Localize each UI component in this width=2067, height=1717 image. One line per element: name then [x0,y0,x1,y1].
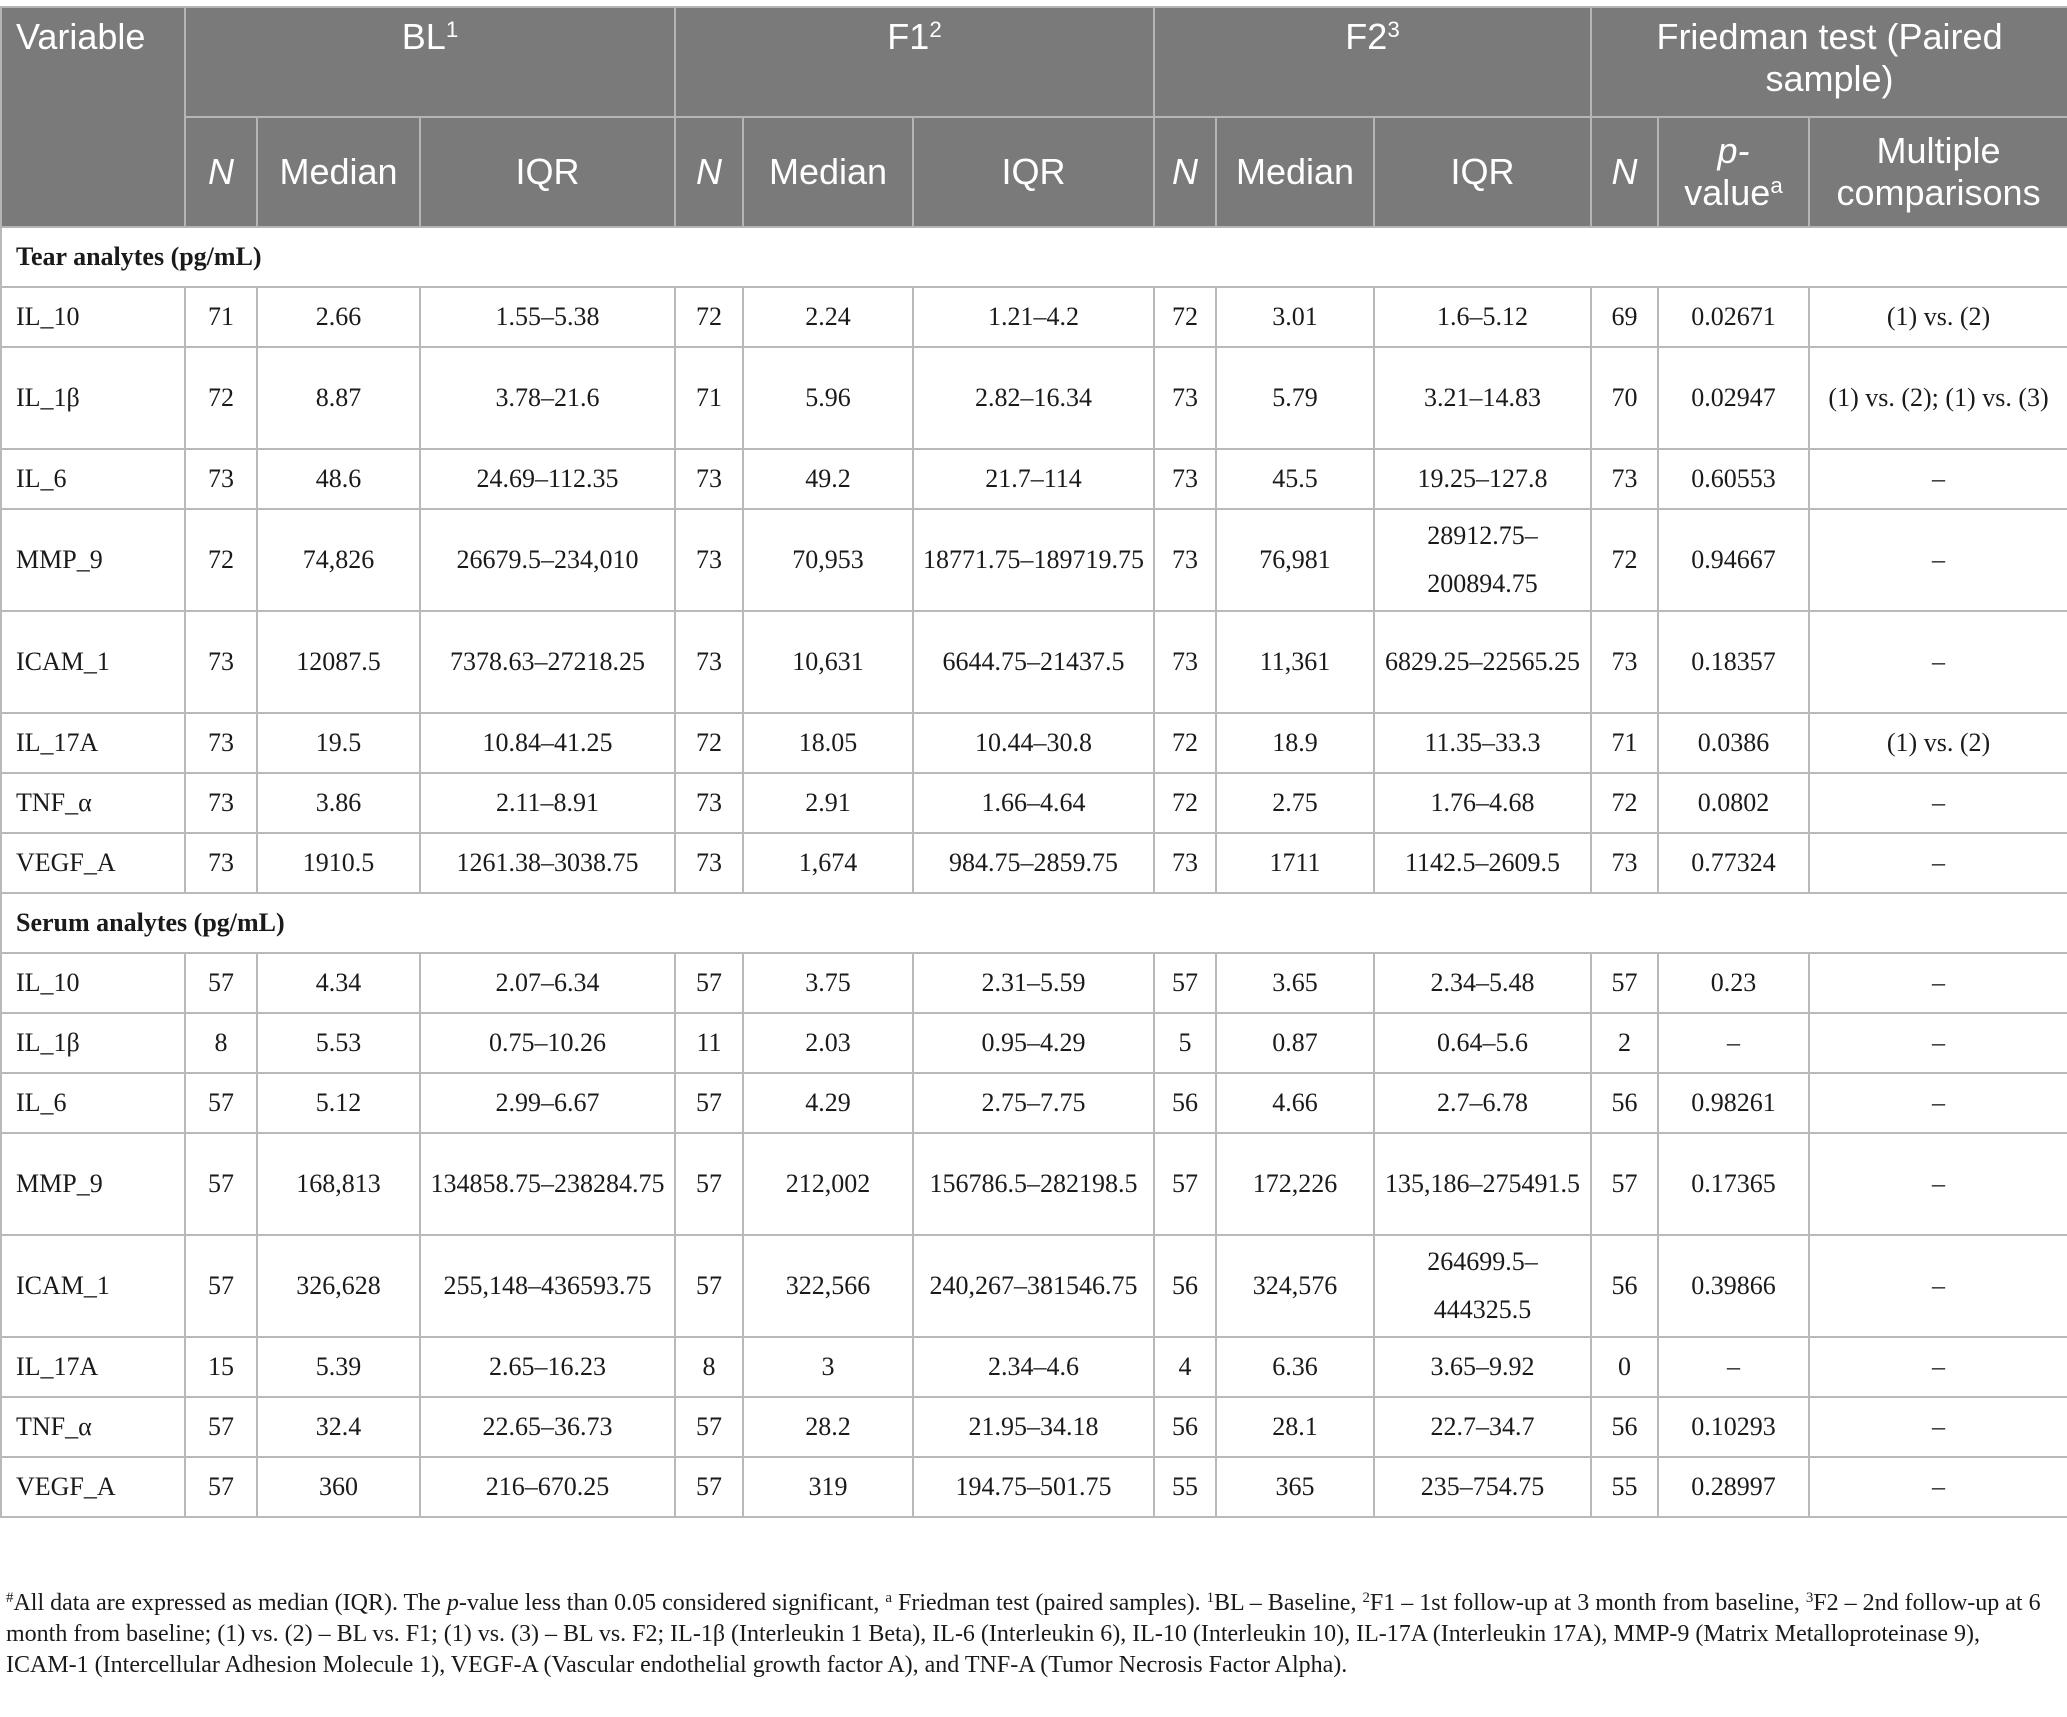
table-cell: 26679.5–234,010 [420,509,675,611]
table-cell: 5 [1154,1013,1216,1073]
table-cell: 194.75–501.75 [913,1457,1154,1517]
table-cell: 73 [185,449,257,509]
table-cell: 73 [1154,611,1216,713]
row-variable: IL_10 [1,953,185,1013]
table-cell: 0.87 [1216,1013,1374,1073]
table-cell: 57 [675,953,743,1013]
footnote-a: a [885,1589,893,1606]
row-variable: MMP_9 [1,1133,185,1235]
table-cell: 0.0802 [1658,773,1809,833]
table-row [1,449,2067,509]
table-cell: 6829.25–22565.25 [1374,611,1591,713]
table-row [1,773,2067,833]
table-cell: 8 [675,1337,743,1397]
table-cell: 0.64–5.6 [1374,1013,1591,1073]
data-table [0,6,2067,1518]
table-cell: 0.39866 [1658,1235,1809,1337]
table-cell: 0.18357 [1658,611,1809,713]
table-cell: 49.2 [743,449,913,509]
table-cell: 2.11–8.91 [420,773,675,833]
table-cell: 5.53 [257,1013,420,1073]
table-cell: 2.99–6.67 [420,1073,675,1133]
header-median: Median [257,117,420,227]
table-cell: 57 [1154,1133,1216,1235]
table-cell: 57 [675,1457,743,1517]
table-cell: 0.28997 [1658,1457,1809,1517]
table-row [1,1337,2067,1397]
table-cell: 0.02947 [1658,347,1809,449]
row-variable: IL_1β [1,347,185,449]
table-cell: 73 [675,833,743,893]
table-cell: 18.9 [1216,713,1374,773]
table-cell: 57 [675,1133,743,1235]
table-cell: 57 [1591,953,1658,1013]
table-cell: 216–670.25 [420,1457,675,1517]
table-cell: 56 [1591,1073,1658,1133]
table-cell: 2.24 [743,287,913,347]
table-cell: 10.84–41.25 [420,713,675,773]
table-row [1,833,2067,893]
table-cell: 1711 [1216,833,1374,893]
table-cell: 3.01 [1216,287,1374,347]
table-cell: 168,813 [257,1133,420,1235]
row-variable: IL_17A [1,1337,185,1397]
header-iqr: IQR [913,117,1154,227]
table-row [1,287,2067,347]
table-cell: 28.2 [743,1397,913,1457]
header-n: N [1154,117,1216,227]
table-cell: 73 [675,449,743,509]
table-cell: 57 [1154,953,1216,1013]
table-cell: 11 [675,1013,743,1073]
table-cell: 135,186–275491.5 [1374,1133,1591,1235]
table-cell: 156786.5–282198.5 [913,1133,1154,1235]
table-cell: 0.23 [1658,953,1809,1013]
table-cell: 48.6 [257,449,420,509]
footnote-text: -value less than 0.05 considered significant, [458,1590,886,1616]
table-cell: – [1809,1337,2067,1397]
table-cell: 72 [1154,287,1216,347]
table-cell: 0.77324 [1658,833,1809,893]
table-cell: 57 [675,1397,743,1457]
table-cell: 73 [1591,449,1658,509]
table-cell: 72 [1154,713,1216,773]
row-variable: VEGF_A [1,833,185,893]
table-cell: 70,953 [743,509,913,611]
table-cell: 11.35–33.3 [1374,713,1591,773]
table-row [1,953,2067,1013]
table-cell: 4 [1154,1337,1216,1397]
table-cell: 18771.75–189719.75 [913,509,1154,611]
table-cell: 12087.5 [257,611,420,713]
header-median: Median [743,117,913,227]
header-group-friedman: Friedman test (Paired sample) [1591,7,2067,117]
table-cell: 18.05 [743,713,913,773]
header-iqr: IQR [420,117,675,227]
footnote-p: p [446,1590,459,1616]
table-cell: 2 [1591,1013,1658,1073]
table-cell: 72 [675,287,743,347]
footnote-mark: # [6,1589,14,1606]
p-value-sup: a [1770,172,1783,198]
table-cell: 5.79 [1216,347,1374,449]
table-row [1,1457,2067,1517]
table-cell: 57 [675,1235,743,1337]
table-cell: 72 [675,713,743,773]
header-iqr: IQR [1374,117,1591,227]
table-cell: 360 [257,1457,420,1517]
table-cell: 76,981 [1216,509,1374,611]
table-cell: – [1809,773,2067,833]
table-cell: 322,566 [743,1235,913,1337]
table-cell: 235–754.75 [1374,1457,1591,1517]
group-label: F2 [1345,16,1388,57]
table-cell: 32.4 [257,1397,420,1457]
row-variable: IL_6 [1,449,185,509]
table-cell: 2.91 [743,773,913,833]
table-cell: 21.7–114 [913,449,1154,509]
table-cell: 1.21–4.2 [913,287,1154,347]
table-cell: 5.39 [257,1337,420,1397]
table-cell: 2.31–5.59 [913,953,1154,1013]
footnote-sup: 3 [1805,1589,1814,1606]
table-cell: 73 [1154,509,1216,611]
table-cell: 0.98261 [1658,1073,1809,1133]
table-header [1,7,2067,227]
table-cell: 71 [1591,713,1658,773]
table-cell: 57 [185,953,257,1013]
table-cell: 57 [185,1397,257,1457]
table-cell: 0.60553 [1658,449,1809,509]
table-cell: 365 [1216,1457,1374,1517]
table-row [1,1133,2067,1235]
table-cell: – [1809,1073,2067,1133]
table-cell: 8 [185,1013,257,1073]
table-cell: 57 [185,1133,257,1235]
group-label: BL [401,16,446,57]
table-cell: 255,148–436593.75 [420,1235,675,1337]
footnote-sup: 1 [1206,1589,1215,1606]
table-cell: 3.65–9.92 [1374,1337,1591,1397]
group-label: F1 [887,16,930,57]
table-cell: 73 [1591,611,1658,713]
table-cell: 73 [1154,347,1216,449]
table-cell: 3.75 [743,953,913,1013]
table-cell: 134858.75–238284.75 [420,1133,675,1235]
table-cell: 984.75–2859.75 [913,833,1154,893]
table-cell: 0.17365 [1658,1133,1809,1235]
table-cell: 4.66 [1216,1073,1374,1133]
section-title: Tear analytes (pg/mL) [1,227,2067,287]
table-cell: 172,226 [1216,1133,1374,1235]
table-cell: 2.34–5.48 [1374,953,1591,1013]
table-cell: 10,631 [743,611,913,713]
table-row [1,713,2067,773]
table-cell: 72 [185,347,257,449]
table-row [1,1013,2067,1073]
table-cell: 2.75–7.75 [913,1073,1154,1133]
table-cell: 45.5 [1216,449,1374,509]
table-cell: 240,267–381546.75 [913,1235,1154,1337]
header-group-f1 [675,7,1154,117]
table-cell: 72 [185,509,257,611]
table-cell: 3.86 [257,773,420,833]
row-variable: IL_10 [1,287,185,347]
table-cell: 2.75 [1216,773,1374,833]
table-cell: – [1809,1133,2067,1235]
footnote-text: All data are expressed as median (IQR). The [13,1590,447,1616]
table-cell: 4.34 [257,953,420,1013]
table-cell: – [1809,833,2067,893]
table-cell: – [1809,449,2067,509]
table-cell: – [1658,1013,1809,1073]
table-cell: 1142.5–2609.5 [1374,833,1591,893]
table-cell: 0 [1591,1337,1658,1397]
group-sup: 2 [929,16,942,42]
table-cell: 1.76–4.68 [1374,773,1591,833]
header-group-bl [185,7,675,117]
table-cell: 72 [1591,773,1658,833]
table-cell: 1.55–5.38 [420,287,675,347]
table-cell: 56 [1154,1073,1216,1133]
header-median: Median [1216,117,1374,227]
table-cell: 11,361 [1216,611,1374,713]
table-cell: 28.1 [1216,1397,1374,1457]
table-cell: 4.29 [743,1073,913,1133]
header-variable: Variable [1,7,185,227]
p-value-tail: value [1684,172,1771,213]
table-cell: 3.65 [1216,953,1374,1013]
row-variable: MMP_9 [1,509,185,611]
table-cell: 2.03 [743,1013,913,1073]
table-cell: 5.96 [743,347,913,449]
table-cell: 2.7–6.78 [1374,1073,1591,1133]
table-cell: 324,576 [1216,1235,1374,1337]
table-cell: 1,674 [743,833,913,893]
table-cell: – [1809,1235,2067,1337]
row-variable: VEGF_A [1,1457,185,1517]
table-cell: 57 [185,1457,257,1517]
table-cell: 57 [675,1073,743,1133]
table-cell: 73 [675,611,743,713]
row-variable: IL_6 [1,1073,185,1133]
table-cell: 74,826 [257,509,420,611]
table-cell: 57 [185,1235,257,1337]
table-cell: 6.36 [1216,1337,1374,1397]
table-cell: 73 [185,833,257,893]
table-cell: 56 [1591,1397,1658,1457]
table-cell: 1261.38–3038.75 [420,833,675,893]
table-cell: 0.95–4.29 [913,1013,1154,1073]
table-cell: 19.5 [257,713,420,773]
table-cell: 71 [675,347,743,449]
table-cell: (1) vs. (2) [1809,713,2067,773]
table-cell: 73 [1154,833,1216,893]
header-group-f2 [1154,7,1591,117]
p-italic: p- [1717,130,1750,171]
table-cell: 2.07–6.34 [420,953,675,1013]
table-cell: 21.95–34.18 [913,1397,1154,1457]
table-cell: – [1809,1013,2067,1073]
table-cell: 24.69–112.35 [420,449,675,509]
table-cell: 55 [1154,1457,1216,1517]
section-header-row [1,227,2067,287]
table-cell: 22.7–34.7 [1374,1397,1591,1457]
table-row [1,509,2067,611]
table-cell: 19.25–127.8 [1374,449,1591,509]
footnote-text: Friedman test (paired samples). [892,1590,1207,1616]
table-cell: 57 [1591,1133,1658,1235]
table-cell: 319 [743,1457,913,1517]
table-cell: 10.44–30.8 [913,713,1154,773]
table-cell: 0.02671 [1658,287,1809,347]
footnote-sup: 2 [1362,1589,1370,1606]
table-cell: – [1809,1397,2067,1457]
table-cell: 28912.75–200894.75 [1374,509,1591,611]
table-cell: (1) vs. (2); (1) vs. (3) [1809,347,2067,449]
table-cell: 72 [1154,773,1216,833]
table-cell: 7378.63–27218.25 [420,611,675,713]
table-cell: 1.6–5.12 [1374,287,1591,347]
header-n: N [185,117,257,227]
table-cell: 212,002 [743,1133,913,1235]
section-title: Serum analytes (pg/mL) [1,893,2067,953]
table-row [1,347,2067,449]
table-row [1,1073,2067,1133]
group-sup: 3 [1387,16,1400,42]
table-cell: 0.75–10.26 [420,1013,675,1073]
table-row [1,1397,2067,1457]
table-cell: – [1658,1337,1809,1397]
table-cell: 2.65–16.23 [420,1337,675,1397]
table-cell: 56 [1154,1235,1216,1337]
table-cell: 73 [185,773,257,833]
table-cell: 1910.5 [257,833,420,893]
header-multiple-comparisons: Multiple comparisons [1809,117,2067,227]
group-sup: 1 [445,16,459,42]
table-cell: 73 [675,509,743,611]
row-variable: IL_1β [1,1013,185,1073]
table-row [1,611,2067,713]
table-cell: 57 [185,1073,257,1133]
table-cell: 70 [1591,347,1658,449]
header-n: N [675,117,743,227]
table-cell: 73 [675,773,743,833]
table-cell: 326,628 [257,1235,420,1337]
table-cell: 72 [1591,509,1658,611]
footnote [6,1588,2056,1681]
table-cell: 0.10293 [1658,1397,1809,1457]
table-cell: 3.21–14.83 [1374,347,1591,449]
table-cell: 71 [185,287,257,347]
row-variable: ICAM_1 [1,611,185,713]
table-cell: 0.0386 [1658,713,1809,773]
footnote-text: F2 – 2nd follow-up at 6 month from baseline; (1) vs. (2) – BL vs. F1; (1) vs. (3) – BL vs. F2; IL-1β (Interleukin 1 Beta), IL-6 (Interleukin 6), IL-10 (Interleukin 10), IL-17A (Interleukin 17A), MMP-9 (Matrix Metalloproteinase 9), ICAM-1 (Intercellular Adhesion Molecule 1), VEGF-A (Vascular endothelial growth factor A), and TNF-A (Tumor Necrosis Factor Alpha). [6,1590,2041,1678]
table-cell: – [1809,611,2067,713]
table-cell: 6644.75–21437.5 [913,611,1154,713]
table-row [1,1235,2067,1337]
table-cell: 22.65–36.73 [420,1397,675,1457]
table-cell: 0.94667 [1658,509,1809,611]
table-cell: – [1809,953,2067,1013]
table-cell: 2.34–4.6 [913,1337,1154,1397]
table-cell: 73 [1591,833,1658,893]
table-cell: 3 [743,1337,913,1397]
table-cell: 15 [185,1337,257,1397]
table-cell: 8.87 [257,347,420,449]
table-cell: 2.82–16.34 [913,347,1154,449]
table-cell: 1.66–4.64 [913,773,1154,833]
table-cell: 2.66 [257,287,420,347]
footnote-text: BL – Baseline, [1214,1590,1363,1616]
table-cell: 264699.5–444325.5 [1374,1235,1591,1337]
table-cell: 73 [185,611,257,713]
table-cell: – [1809,509,2067,611]
row-variable: IL_17A [1,713,185,773]
table-cell: 56 [1591,1235,1658,1337]
section-header-row [1,893,2067,953]
table-cell: 73 [1154,449,1216,509]
row-variable: TNF_α [1,1397,185,1457]
table-cell: 73 [185,713,257,773]
table-cell: 5.12 [257,1073,420,1133]
table-cell: 3.78–21.6 [420,347,675,449]
header-p-value [1658,117,1809,227]
row-variable: ICAM_1 [1,1235,185,1337]
header-n: N [1591,117,1658,227]
table-body [1,227,2067,1517]
table-cell: 56 [1154,1397,1216,1457]
table-cell: 69 [1591,287,1658,347]
table-cell: (1) vs. (2) [1809,287,2067,347]
table-cell: 55 [1591,1457,1658,1517]
footnote-text: F1 – 1st follow-up at 3 month from baseline, [1369,1590,1806,1616]
table-cell: – [1809,1457,2067,1517]
row-variable: TNF_α [1,773,185,833]
